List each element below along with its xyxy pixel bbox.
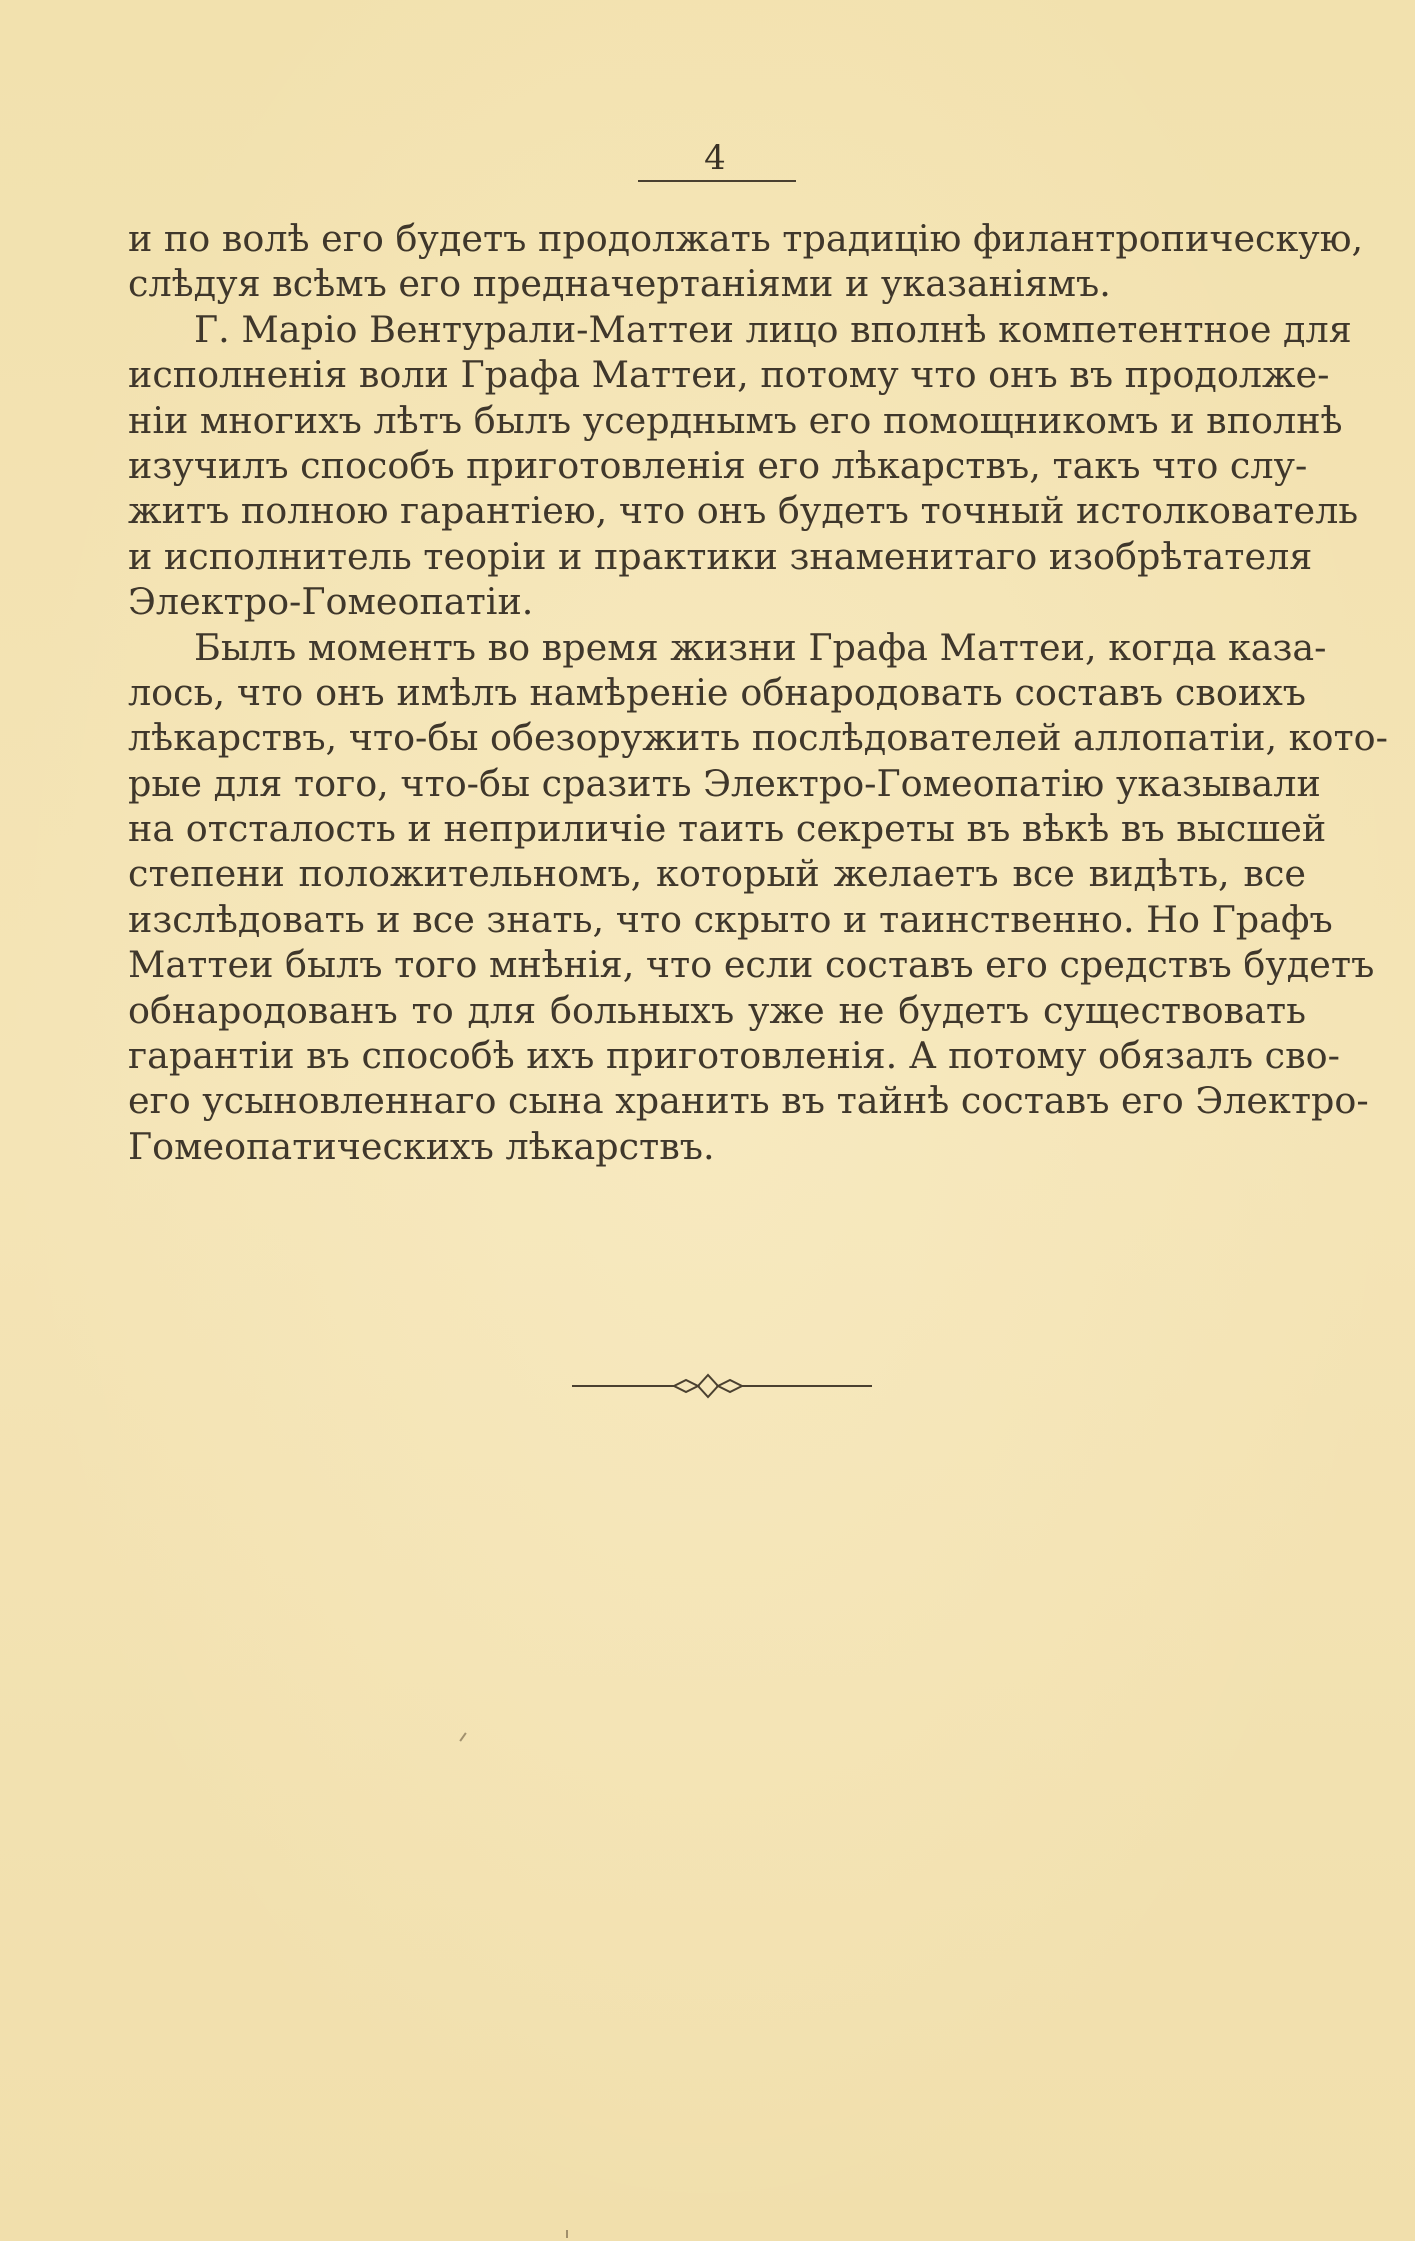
text-line: Г. Маріо Вентурали-Маттеи лицо вполнѣ компетентное для: [194, 307, 1352, 351]
text-line: и по волѣ его будетъ продолжать традицію филантропическую,: [128, 217, 1364, 260]
paper-speck: [459, 1732, 466, 1741]
text-line: на отсталость и неприличіе таить секреты въ вѣкѣ въ высшей: [128, 807, 1327, 851]
text-line: ніи многихъ лѣтъ былъ усерднымъ его помощникомъ и вполнѣ: [128, 398, 1343, 442]
body-text: [128, 216, 1388, 1169]
text-line: изучилъ способъ приготовленія его лѣкарствъ, такъ что слу-: [128, 443, 1308, 487]
end-ornament-icon: [572, 1372, 872, 1400]
text-line: Гомеопатическихъ лѣкарствъ.: [128, 1124, 715, 1168]
text-line: его усыновленнаго сына хранить въ тайнѣ составъ его Электро-: [128, 1079, 1369, 1123]
text-line: изслѣдовать и все знать, что скрыто и таинственно. Но Графъ: [128, 897, 1333, 941]
text-line: житъ полною гарантіею, что онъ будетъ точный истолкователь: [128, 489, 1359, 533]
text-line: исполненія воли Графа Маттеи, потому что онъ въ продолже-: [128, 353, 1330, 397]
page-number: 4: [704, 138, 726, 178]
text-line: Электро-Гомеопатіи.: [128, 580, 534, 624]
text-line: лѣкарствъ, что-бы обезоружить послѣдователей аллопатіи, кото-: [128, 716, 1388, 760]
text-line: Маттеи былъ того мнѣнія, что если составъ его средствъ будетъ: [128, 943, 1375, 987]
text-line: обнародованъ то для больныхъ уже не будетъ существовать: [128, 988, 1306, 1032]
header-rule: [638, 180, 796, 182]
text-line: и исполнитель теоріи и практики знаменитаго изобрѣтателя: [128, 534, 1313, 578]
text-line: степени положительномъ, который желаетъ все видѣть, все: [128, 852, 1306, 896]
text-line: слѣдуя всѣмъ его предначертаніями и указаніямъ.: [128, 262, 1111, 306]
paper-speck: [566, 2230, 568, 2238]
text-line: Былъ моментъ во время жизни Графа Маттеи, когда каза-: [194, 625, 1327, 669]
text-line: рые для того, что-бы сразить Электро-Гомеопатію указывали: [128, 761, 1321, 805]
text-line: лось, что онъ имѣлъ намѣреніе обнародовать составъ своихъ: [128, 670, 1306, 714]
text-line: гарантіи въ способѣ ихъ приготовленія. А потому обязалъ сво-: [128, 1034, 1340, 1078]
